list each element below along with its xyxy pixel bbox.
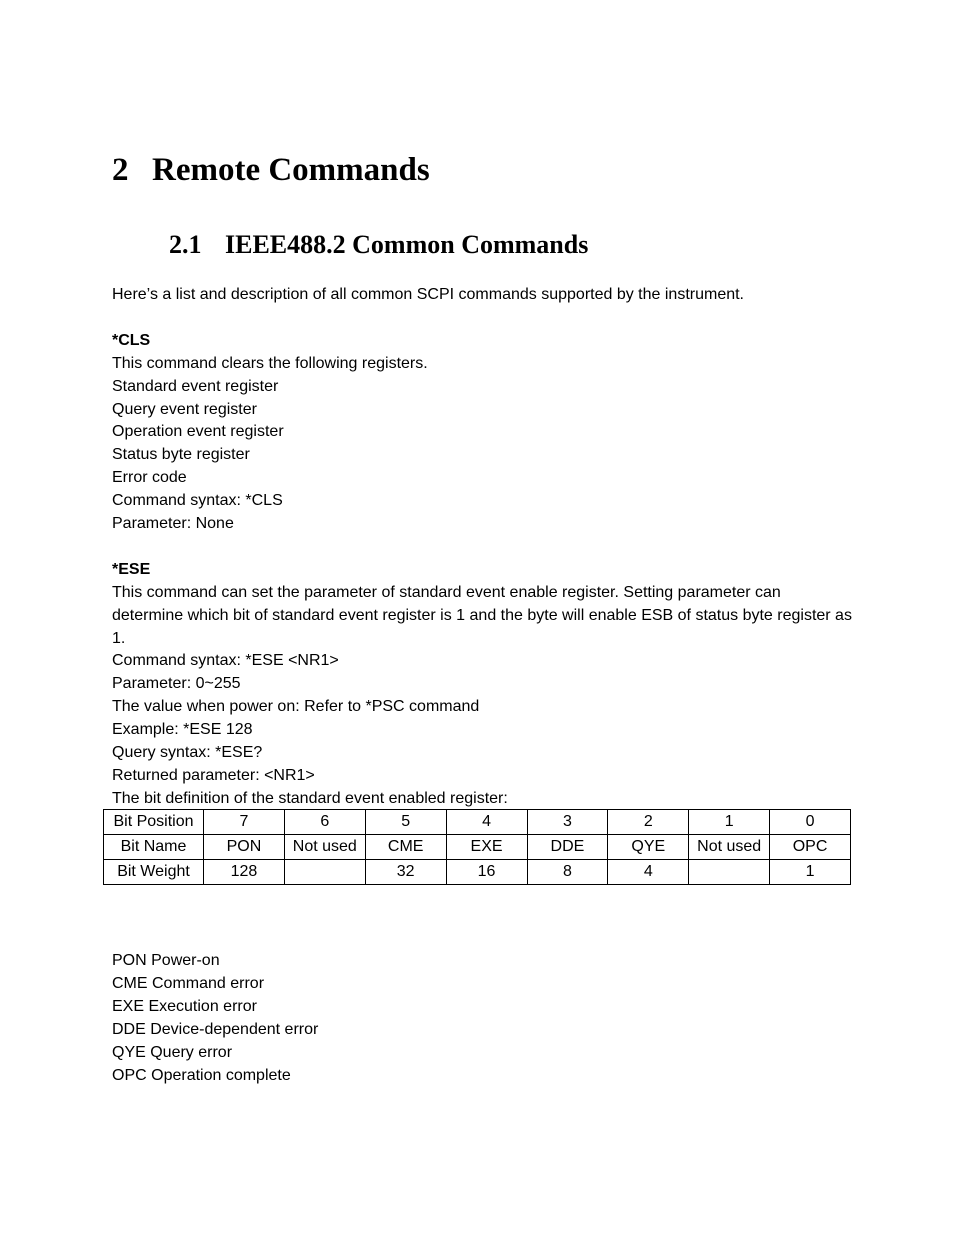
cls-line: Operation event register [112,423,284,441]
table-cell: 16 [446,860,527,885]
table-cell [284,860,365,885]
ese-description: This command can set the parameter of standard event enable register. Setting parameter can determine which bit of standard event register is 1 and the byte will enable ESB of status byte register as 1. [112,583,852,647]
legend-item: CME Command error [112,974,265,992]
table-cell: 32 [365,860,446,885]
table-row [104,860,851,885]
table-cell: EXE [446,835,527,860]
table-cell: DDE [527,835,608,860]
cls-line: Standard event register [112,377,279,395]
chapter-title: Remote Commands [152,152,430,188]
cls-line: Error code [112,469,187,487]
table-cell [689,860,770,885]
table-cell: 4 [608,860,689,885]
table-cell: 1 [689,810,770,835]
ese-line: Command syntax: *ESE <NR1> [112,652,339,670]
legend-item: EXE Execution error [112,997,257,1015]
section-title: IEEE488.2 Common Commands [225,230,589,259]
document-body [112,284,852,811]
legend-item: DDE Device-dependent error [112,1020,319,1038]
intro-paragraph: Here’s a list and description of all common SCPI commands supported by the instrument. [112,286,744,303]
table-cell: 7 [204,810,285,835]
table-cell: Bit Position [104,810,204,835]
cls-line: Status byte register [112,446,250,464]
legend-item: OPC Operation complete [112,1066,291,1084]
cls-line: Query event register [112,400,257,418]
table-cell: OPC [770,835,851,860]
table-cell: 128 [204,860,285,885]
bit-legend [112,950,852,1087]
ese-line: Query syntax: *ESE? [112,744,263,762]
table-cell: CME [365,835,446,860]
cls-heading: *CLS [112,331,151,349]
table-cell: Bit Name [104,835,204,860]
ese-line: Returned parameter: <NR1> [112,767,315,784]
table-cell: 2 [608,810,689,835]
table-cell: 4 [446,810,527,835]
legend-item: PON Power-on [112,952,220,969]
table-row [104,835,851,860]
cls-line: Command syntax: *CLS [112,492,283,510]
table-cell: 5 [365,810,446,835]
table-cell: 6 [284,810,365,835]
table-row [104,810,851,835]
ese-line: The value when power on: Refer to *PSC command [112,698,480,716]
table-cell: QYE [608,835,689,860]
table-cell: Not used [284,835,365,860]
section-heading [169,228,588,262]
table-cell: Bit Weight [104,860,204,885]
bit-definition-table [103,809,851,885]
cls-line: Parameter: None [112,515,234,533]
table-cell: 3 [527,810,608,835]
ese-line: The bit definition of the standard event enabled register: [112,789,508,807]
ese-line: Parameter: 0~255 [112,675,241,693]
table-cell: 0 [770,810,851,835]
legend-item: QYE Query error [112,1043,233,1061]
chapter-heading [112,150,430,190]
table-cell: Not used [689,835,770,860]
chapter-number: 2 [112,152,129,188]
ese-line: Example: *ESE 128 [112,721,253,739]
cls-line: This command clears the following registers. [112,354,428,372]
table-cell: 1 [770,860,851,885]
section-number: 2.1 [169,230,202,259]
table-cell: PON [204,835,285,860]
table-cell: 8 [527,860,608,885]
ese-heading: *ESE [112,560,151,578]
